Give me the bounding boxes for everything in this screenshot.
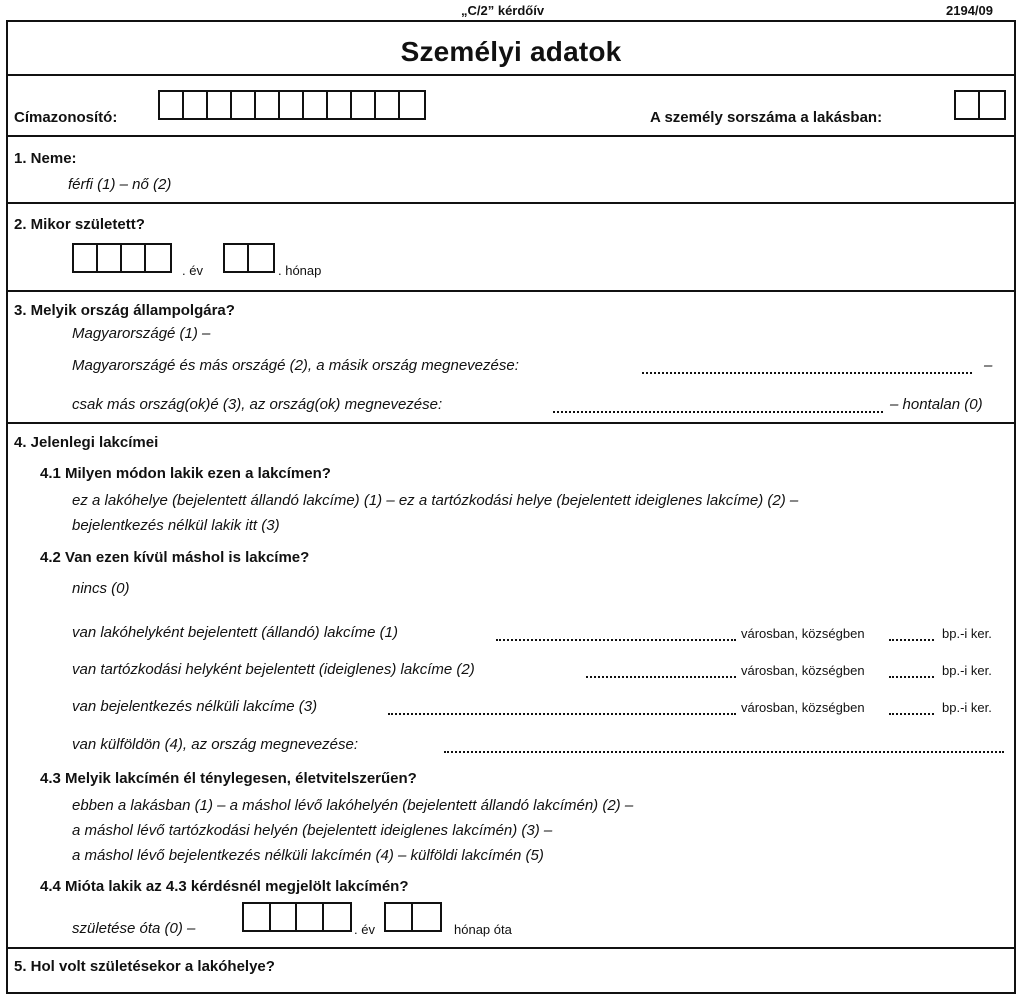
q44-year-suffix: . év: [354, 922, 375, 937]
person-number-label: A személy sorszáma a lakásban:: [650, 109, 883, 126]
birth-year-boxes[interactable]: [72, 243, 172, 273]
q42-row-3-label: van bejelentkezés nélküli lakcíme (3): [72, 698, 318, 715]
q42-none: nincs (0): [72, 580, 130, 597]
page-title: Személyi adatok: [400, 36, 622, 67]
q42-row-2-line[interactable]: [586, 676, 736, 678]
q44-month-suffix: hónap óta: [454, 922, 512, 937]
q42-row-1-district-line[interactable]: [889, 639, 934, 641]
q42-row-1-label: van lakóhelyként bejelentett (állandó) lakcíme (1): [72, 624, 399, 641]
q43-line-3: a máshol lévő bejelentkezés nélküli lakcímén (4) – külföldi lakcímén (5): [72, 847, 544, 864]
q5-question: 5. Hol volt születésekor a lakóhelye?: [14, 958, 275, 975]
q41-question: 4.1 Milyen módon lakik ezen a lakcímen?: [40, 465, 331, 482]
q42-row-3-district: bp.-i ker.: [942, 700, 992, 715]
birth-year-suffix: . év: [182, 263, 203, 278]
q44-month-boxes[interactable]: [384, 902, 442, 932]
q44-question: 4.4 Mióta lakik az 4.3 kérdésnél megjelölt lakcímén?: [40, 878, 409, 895]
q3-option-3: csak más ország(ok)é (3), az ország(ok) megnevezése:: [72, 396, 443, 413]
q3-option-1: Magyarországé (1) –: [72, 325, 211, 342]
q42-row-1-line[interactable]: [496, 639, 736, 641]
q42-question: 4.2 Van ezen kívül máshol is lakcíme?: [40, 549, 310, 566]
q42-row-2-district-line[interactable]: [889, 676, 934, 678]
q3-country-line[interactable]: [642, 372, 972, 374]
divider: [8, 947, 1014, 949]
q3-option-2-end: –: [984, 357, 993, 374]
q1-options: férfi (1) – nő (2): [68, 176, 172, 193]
form-name: „C/2” kérdőív: [461, 3, 545, 18]
q3-question: 3. Melyik ország állampolgára?: [14, 302, 235, 319]
divider: [8, 422, 1014, 424]
address-id-boxes[interactable]: [158, 90, 426, 120]
divider: [8, 135, 1014, 137]
birth-month-boxes[interactable]: [223, 243, 275, 273]
q42-row-3-town: városban, községben: [741, 700, 865, 715]
q43-line-2: a máshol lévő tartózkodási helyén (bejelentett ideiglenes lakcímén) (3) –: [72, 822, 553, 839]
q1-question: 1. Neme:: [14, 150, 77, 167]
q42-row-3-line[interactable]: [388, 713, 736, 715]
personal-data-form: [6, 20, 1016, 994]
q43-line-1: ebben a lakásban (1) – a máshol lévő lakóhelyén (bejelentett állandó lakcímén) (2) –: [72, 797, 634, 814]
q42-row-3-district-line[interactable]: [889, 713, 934, 715]
q42-row-1-town: városban, községben: [741, 626, 865, 641]
q44-since-birth: születése óta (0) –: [72, 920, 196, 937]
q41-line-1: ez a lakóhelye (bejelentett állandó lakcíme) (1) – ez a tartózkodási helye (bejelentett ideiglenes lakcíme) (2) –: [72, 492, 799, 509]
q3-option-3-end: – hontalan (0): [890, 396, 983, 413]
divider: [8, 74, 1014, 76]
q43-question: 4.3 Melyik lakcímén él ténylegesen, életvitelszerűen?: [40, 770, 417, 787]
q44-year-boxes[interactable]: [242, 902, 352, 932]
q42-row-2-town: városban, községben: [741, 663, 865, 678]
address-id-label: Címazonosító:: [14, 109, 118, 126]
q3-option-2: Magyarországé és más országé (2), a másik ország megnevezése:: [72, 357, 519, 374]
q42-row-2-district: bp.-i ker.: [942, 663, 992, 678]
birth-month-suffix: . hónap: [278, 263, 322, 278]
form-code: 2194/09: [946, 3, 993, 18]
q2-question: 2. Mikor született?: [14, 216, 145, 233]
divider: [8, 202, 1014, 204]
q42-row-2-label: van tartózkodási helyként bejelentett (ideiglenes) lakcíme (2): [72, 661, 475, 678]
q3-countries-line[interactable]: [553, 411, 883, 413]
q42-row-1-district: bp.-i ker.: [942, 626, 992, 641]
person-number-boxes[interactable]: [954, 90, 1006, 120]
q42-abroad-label: van külföldön (4), az ország megnevezése:: [72, 736, 358, 753]
q4-question: 4. Jelenlegi lakcímei: [14, 434, 159, 451]
divider: [8, 290, 1014, 292]
q41-line-2: bejelentkezés nélkül lakik itt (3): [72, 517, 280, 534]
q42-abroad-line[interactable]: [444, 751, 1004, 753]
